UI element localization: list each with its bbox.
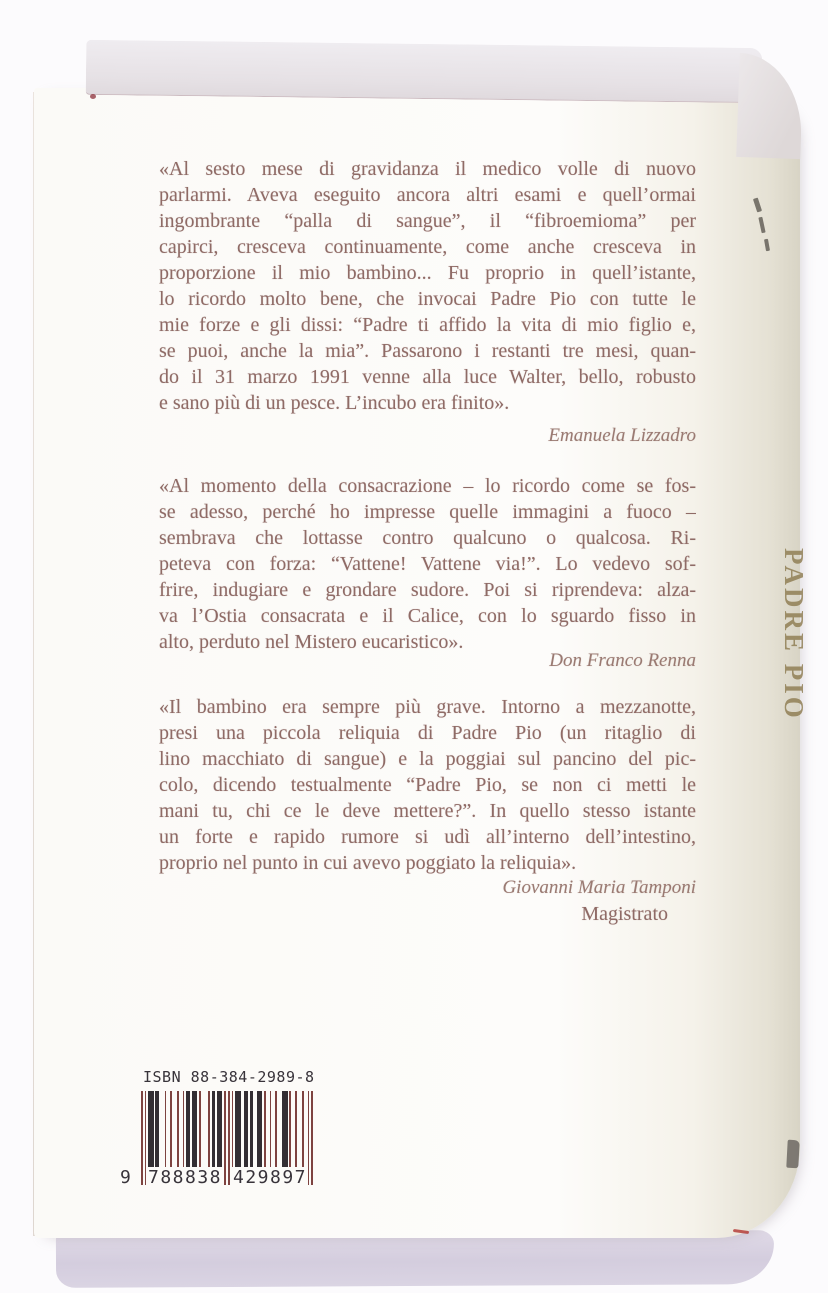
barcode-bar [257, 1091, 262, 1167]
quote-line: capirci, cresceva continuamente, come anche cresceva in [159, 236, 696, 258]
barcode-bar [224, 1091, 226, 1185]
barcode-bar [228, 1091, 230, 1185]
quote-line: «Il bambino era sempre più grave. Intorno a mezzanotte, [159, 696, 696, 718]
quote-line: proprio nel punto in cui avevo poggiato la reliquia». [159, 852, 577, 874]
barcode-bar [165, 1091, 167, 1167]
barcode-bar [199, 1091, 201, 1167]
testimonial-quote-3 [159, 694, 696, 876]
quote-line: «Al momento della consacrazione – lo ricordo come se fos- [159, 475, 696, 497]
attribution-3: Giovanni Maria Tamponi [502, 877, 696, 898]
publisher-logo-mark [786, 1140, 799, 1169]
barcode-bar [235, 1091, 240, 1167]
barcode-bar [311, 1091, 313, 1185]
attribution-3-role: Magistrato [581, 903, 668, 925]
quote-line: lino macchiato di sangue) e la poggiai sul pancino del pic- [159, 748, 696, 770]
quote-line: presi una piccola reliquia di Padre Pio (un ritaglio di [159, 722, 696, 744]
quote-line: peteva con forza: “Vattene! Vattene via!”. Lo vedevo sof- [159, 553, 696, 575]
quote-line: lo ricordo molto bene, che invocai Padre Pio con tutte le [159, 288, 696, 310]
quote-line: se adesso, perché ho impresse quelle immagini a fuoco – [159, 501, 696, 523]
barcode-bar [148, 1091, 153, 1167]
barcode-bar [155, 1091, 159, 1167]
barcode-bar [183, 1091, 185, 1167]
barcode-bar [186, 1091, 190, 1167]
barcode-bar [275, 1091, 277, 1167]
barcode-bar [177, 1091, 179, 1167]
quote-line: colo, dicendo testualmente “Padre Pio, se non ci metti le [159, 774, 696, 796]
quote-line: proporzione il mio bambino... Fu proprio in quell’istante, [159, 262, 696, 284]
barcode-bar [192, 1091, 197, 1167]
barcode-digit-lead: 9 [120, 1167, 131, 1188]
barcode-bar [232, 1091, 234, 1167]
book-top-edge [86, 40, 763, 103]
barcode-digits-right: 429897 [232, 1167, 308, 1188]
quote-line: do il 31 marzo 1991 venne alla luce Walter, bello, robusto [159, 366, 696, 388]
quote-line: se puoi, anche la mia”. Passarono i restanti tre mesi, quan- [159, 340, 696, 362]
quote-line: mani tu, chi ce le deve mettere?”. In quello stesso istante [159, 800, 696, 822]
quote-line: frire, indugiare e grondare sudore. Poi si riprendeva: alza- [159, 579, 696, 601]
quote-line: un forte e rapido rumore si udì all’interno dell’intestino, [159, 826, 696, 848]
book-bottom-edge [56, 1230, 774, 1288]
barcode-bar [141, 1091, 143, 1185]
barcode-bar [244, 1091, 248, 1167]
attribution-2: Don Franco Renna [549, 650, 696, 671]
barcode-bar [170, 1091, 172, 1167]
attribution-1: Emanuela Lizzadro [548, 425, 696, 446]
barcode-digits-left: 788838 [147, 1167, 223, 1188]
quote-line: parlarmi. Aveva eseguito ancora altri esami e quell’ormai [159, 184, 696, 206]
isbn-number: ISBN 88-384-2989-8 [143, 1068, 315, 1086]
barcode-bar [282, 1091, 287, 1167]
quote-line: mie forze e gli dissi: “Padre ti affido la vita di mio figlio e, [159, 314, 696, 336]
testimonial-quote-2 [159, 473, 696, 655]
testimonial-quote-1 [159, 156, 696, 416]
barcode-bar [217, 1091, 222, 1167]
barcode-bar [250, 1091, 254, 1167]
barcode-bar [270, 1091, 272, 1167]
book-top-edge-corner [736, 53, 804, 159]
barcode-bar [208, 1091, 210, 1167]
barcode-bar [289, 1091, 291, 1167]
quote-line: e sano più di un pesce. L’incubo era finito». [159, 392, 510, 414]
barcode-bar [295, 1091, 297, 1167]
quote-line: alto, perduto nel Mistero eucaristico». [159, 631, 464, 653]
quote-line: ingombrante “palla di sangue”, il “fibroemioma” per [159, 210, 696, 232]
quote-line: va l’Ostia consacrata e il Calice, con lo sguardo fisso in [159, 605, 696, 627]
cover-blemish-dot [90, 94, 96, 99]
spine-title: PADRE PIO [779, 548, 809, 721]
barcode-bar [302, 1091, 304, 1167]
quote-line: «Al sesto mese di gravidanza il medico volle di nuovo [159, 158, 696, 180]
barcode-bar [264, 1091, 266, 1167]
quote-line: sembrava che lottasse contro qualcuno o qualcosa. Ri- [159, 527, 696, 549]
barcode-bar [212, 1091, 216, 1167]
